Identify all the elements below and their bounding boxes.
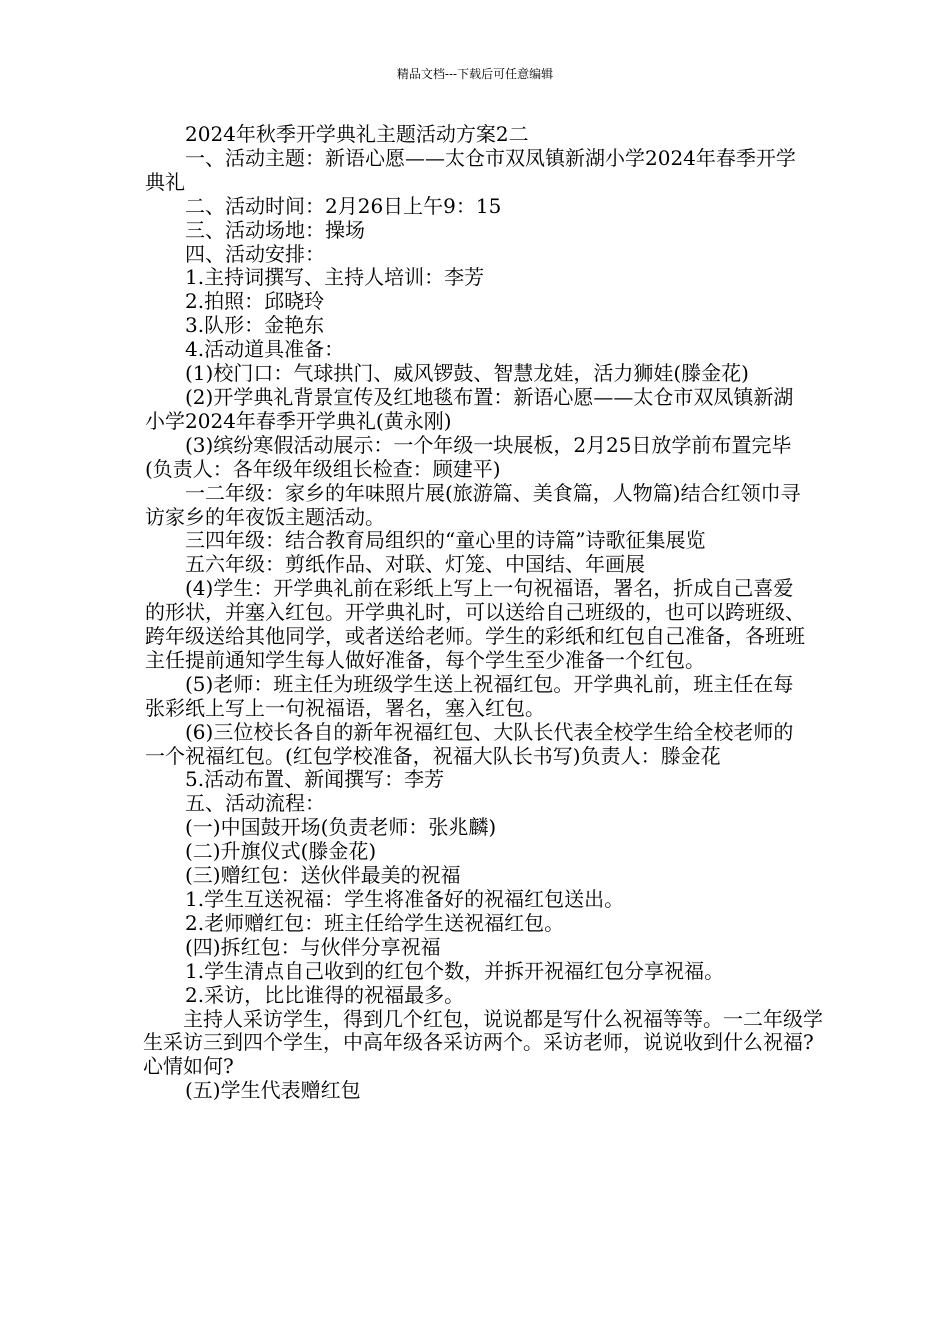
paragraph: 五、活动流程： [185, 791, 325, 816]
paragraph: 主持人采访学生，得到几个红包，说说都是写什么祝福等等。一二年级学生采访三到四个学生，中高年级各采访两个。采访老师，说说收到什么祝福?心情如何? [143, 1006, 823, 1079]
paragraph: (五)学生代表赠红包 [185, 1078, 361, 1103]
paragraph: 5.活动布置、新闻撰写：李芳 [185, 767, 445, 792]
paragraph: (3)缤纷寒假活动展示：一个年级一块展板，2月25日放学前布置完毕(负责人：各年级年级组长检查：顾建平) [145, 432, 792, 481]
paragraph: 三四年级：结合教育局组织的“童心里的诗篇”诗歌征集展览 [185, 528, 706, 553]
paragraph: 1.主持词撰写、主持人培训：李芳 [185, 265, 485, 290]
paragraph: (三)赠红包：送伙伴最美的祝福 [185, 863, 461, 888]
paragraph: (1)校门口：气球拱门、威风锣鼓、智慧龙娃，活力狮娃(滕金花) [185, 361, 749, 386]
paragraph: 3.队形：金艳东 [185, 313, 325, 338]
paragraph: 1.学生清点自己收到的红包个数，并拆开祝福红包分享祝福。 [185, 958, 725, 983]
paragraph: (4)学生：开学典礼前在彩纸上写上一句祝福语，署名，折成自己喜爱的形状，并塞入红包。开学典礼时，可以送给自己班级的，也可以跨班级、跨年级送给其他同学，或者送给老师。学生的彩纸和红包自己准备，各班班主任提前通知学生每人做好准备，每个学生至少准备一个红包。 [145, 576, 805, 672]
paragraph: 2.拍照：邱晓玲 [185, 289, 325, 314]
paragraph: 4.活动道具准备： [185, 337, 345, 362]
page-header: 精品文档---下载后可任意编辑 [396, 67, 554, 81]
paragraph: (一)中国鼓开场(负责老师：张兆麟) [185, 815, 497, 840]
paragraph: 一二年级：家乡的年味照片展(旅游篇、美食篇，人物篇)结合红领巾寻访家乡的年夜饭主题活动。 [145, 480, 801, 529]
paragraph: (2)开学典礼背景宣传及红地毯布置：新语心愿——太仓市双凤镇新湖小学2024年春季开学典礼(黄永刚) [145, 384, 794, 433]
paragraph: 1.学生互送祝福：学生将准备好的祝福红包送出。 [185, 887, 625, 911]
paragraph: 二、活动时间：2月26日上午9：15 [185, 193, 502, 218]
paragraph: 2.采访，比比谁得的祝福最多。 [185, 982, 465, 1007]
paragraph: 一、活动主题：新语心愿——太仓市双凤镇新湖小学2024年春季开学典礼 [145, 145, 796, 194]
doc-title: 2024年秋季开学典礼主题活动方案2二 [185, 122, 529, 146]
paragraph: 四、活动安排： [185, 241, 325, 266]
paragraph: (四)拆红包：与伙伴分享祝福 [185, 934, 441, 959]
paragraph: (二)升旗仪式(滕金花) [185, 839, 377, 864]
paragraph: 2.老师赠红包：班主任给学生送祝福红包。 [185, 910, 565, 935]
paragraph: 五六年级：剪纸作品、对联、灯笼、中国结、年画展 [185, 552, 645, 577]
paragraph: (6)三位校长各自的新年祝福红包、大队长代表全校学生给全校老师的一个祝福红包。(红包学校准备，祝福大队长书写)负责人：滕金花 [145, 719, 794, 768]
paragraph: 三、活动场地：操场 [185, 217, 365, 242]
paragraph: (5)老师：班主任为班级学生送上祝福红包。开学典礼前，班主任在每张彩纸上写上一句祝福语，署名，塞入红包。 [145, 671, 794, 720]
document-body [143, 122, 823, 1103]
